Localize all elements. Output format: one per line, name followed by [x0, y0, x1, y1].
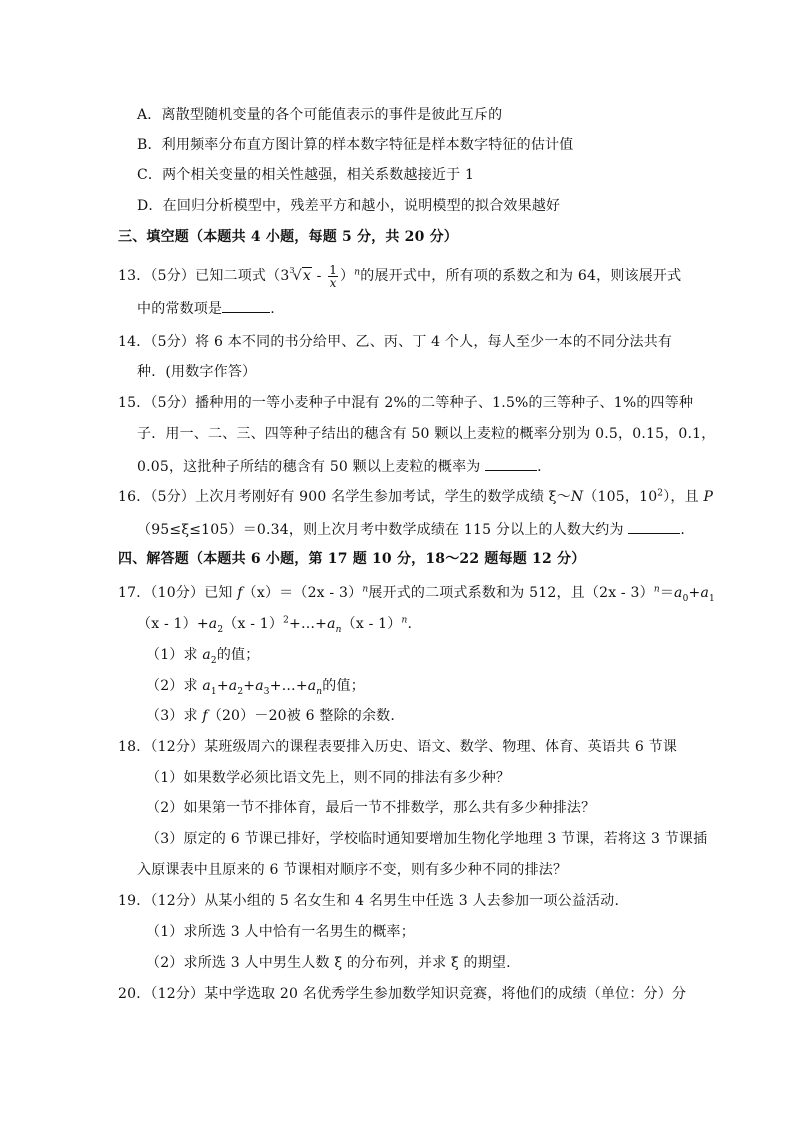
question-18-part-3-cont: 入原课表中且原来的 6 节课相对顺序不变，则有多少种不同的排法？ [137, 862, 568, 878]
question-17-line-2: $(x - 1)+a_2(x$ - $1)^2+\dots+a_n(x - 1)^n$. [137, 615, 413, 635]
question-17-line-1: 17．（10分）已知 f（x）＝（2x - 3）$^n$展开式的二项式系数和为 512，且$(2x - 3)^n=a_0+a_1$ [118, 584, 715, 604]
section-fill-in-heading: 三、填空题（本题共 4 小题，每题 5 分，共 20 分） [118, 229, 459, 245]
cube-root: $^3$√x [289, 266, 311, 284]
option-c: C．两个相关变量的相关性越强，相关系数越接近于 1 [137, 167, 475, 183]
question-13-line-1: 13．（5分）已知二项式（$3^3√x$ - $\frac{1}{x}$ ）$^n$的展开式中，所有项的系数之和为 64，则该展开式 [118, 262, 682, 290]
question-15-line-3: 0.05，这批种子所结的穗含有 50 颗以上麦粒的概率为 . [137, 456, 542, 476]
question-18-line-1: 18．（12分）某班级周六的课程表要排入历史、语文、数学、物理、体育、英语共 6 节课 [118, 739, 678, 755]
question-16-line-1: 16．（5分）上次月考刚好有 900 名学生参加考试，学生的数学成绩 ξ～N（105，$10^2$），且 P [118, 488, 714, 505]
question-14-line-2: 种．(用数字作答） [137, 364, 257, 380]
question-18-part-2: （2）如果第一节不排体育，最后一节不排数学，那么共有多少种排法？ [146, 800, 596, 816]
question-19-part-1: （1）求所选 3 人中恰有一名男生的概率； [146, 924, 415, 940]
question-15-line-1: 15．（5分）播种用的一等小麦种子中混有 2%的二等种子、1.5%的三等种子、1%的四等种 [118, 395, 694, 411]
answer-blank-13 [222, 298, 270, 313]
question-13-line-2: 中的常数项是 . [137, 298, 275, 318]
question-17-part-1: （1）求 $a_2$的值； [146, 647, 260, 666]
question-18-part-3: （3）原定的 6 节课已排好，学校临时通知要增加生物化学地理 3 节课，若将这 3 节课插 [146, 831, 708, 847]
question-16-line-2: （95≤ξ≤105）＝0.34，则上次月考中数学成绩在 115 分以上的人数大约为 . [137, 519, 685, 539]
question-15-line-2: 子．用一、二、三、四等种子结出的穗含有 50 颗以上麦粒的概率分别为 0.5，0.15，0.1， [137, 426, 716, 442]
question-17-part-2: （2）求 $a_1+a_2+a_3+\dots+a_n$的值； [146, 678, 365, 697]
fraction-one-over-x: $\frac{1}{x}$ [329, 262, 338, 290]
question-17-part-3: （3）求 f（20）－20被 6 整除的余数. [146, 708, 396, 724]
section-answer-heading: 四、解答题（本题共 6 小题，第 17 题 10 分，18～22 题每题 12 分） [118, 551, 586, 567]
option-d: D．在回归分析模型中，残差平方和越小，说明模型的拟合效果越好 [137, 198, 561, 214]
question-18-part-1: （1）如果数学必须比语文先上，则不同的排法有多少种？ [146, 770, 511, 786]
option-b: B．利用频率分布直方图计算的样本数字特征是样本数字特征的估计值 [137, 137, 574, 153]
answer-blank-15 [485, 456, 537, 471]
question-19-line-1: 19．（12分）从某小组的 5 名女生和 4 名男生中任选 3 人去参加一项公益活动. [118, 893, 620, 909]
question-19-part-2: （2）求所选 3 人中男生人数 ξ 的分布列，并求 ξ 的期望. [146, 955, 511, 971]
question-20-line-1: 20．（12分）某中学选取 20 名优秀学生参加数学知识竞赛，将他们的成绩（单位：分）分 [118, 986, 687, 1002]
question-14-line-1: 14．（5分）将 6 本不同的书分给甲、乙、丙、丁 4 个人，每人至少一本的不同分法共有 [118, 334, 673, 350]
option-a: A．离散型随机变量的各个可能值表示的事件是彼此互斥的 [137, 107, 503, 123]
answer-blank-16 [628, 519, 680, 534]
